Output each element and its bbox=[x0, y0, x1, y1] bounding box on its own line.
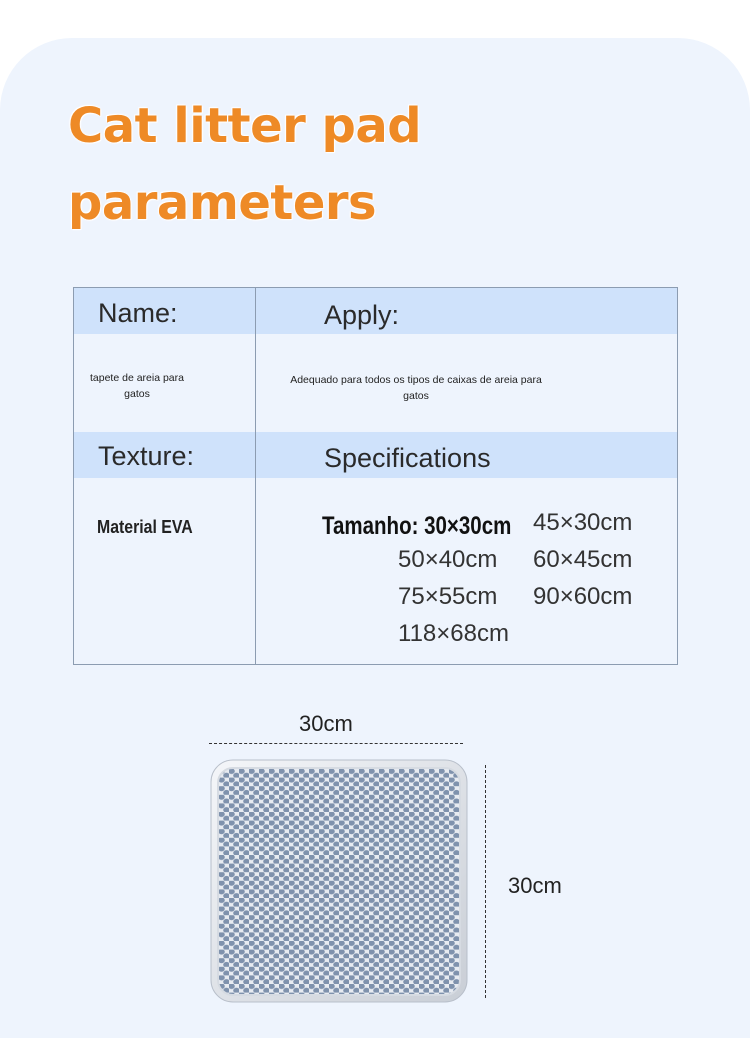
width-dimension-label: 30cm bbox=[299, 711, 353, 736]
page-title-line1: Cat litter pad bbox=[68, 98, 422, 154]
width-dimension-line bbox=[209, 743, 463, 744]
name-value-line2: gatos bbox=[124, 388, 150, 400]
size-option: 118×68cm bbox=[398, 620, 509, 647]
litter-mat-illustration bbox=[210, 759, 468, 1003]
parameters-table bbox=[73, 287, 678, 665]
name-value-line1: tapete de areia para bbox=[90, 372, 184, 384]
height-dimension-line bbox=[485, 765, 486, 998]
height-dimension-label: 30cm bbox=[508, 873, 562, 898]
page-title-line2: parameters bbox=[68, 175, 377, 231]
name-header: Name: bbox=[98, 298, 178, 328]
size-option: 60×45cm bbox=[533, 546, 633, 573]
size-option: 45×30cm bbox=[533, 509, 633, 536]
specifications-header: Specifications bbox=[324, 443, 491, 473]
apply-value-line2: gatos bbox=[403, 390, 429, 402]
column-divider bbox=[255, 288, 256, 664]
apply-value bbox=[270, 372, 562, 404]
size-option: 90×60cm bbox=[533, 583, 633, 610]
texture-value: Material EVA bbox=[97, 517, 193, 537]
name-value bbox=[74, 370, 200, 402]
apply-value-line1: Adequado para todos os tipos de caixas de areia para bbox=[290, 374, 542, 386]
texture-header: Texture: bbox=[98, 441, 195, 471]
apply-header: Apply: bbox=[324, 300, 400, 330]
size-option: 50×40cm bbox=[398, 546, 498, 573]
size-option: 75×55cm bbox=[398, 583, 498, 610]
size-prefix: Tamanho: 30×30cm bbox=[322, 512, 512, 540]
page-title bbox=[68, 88, 421, 242]
